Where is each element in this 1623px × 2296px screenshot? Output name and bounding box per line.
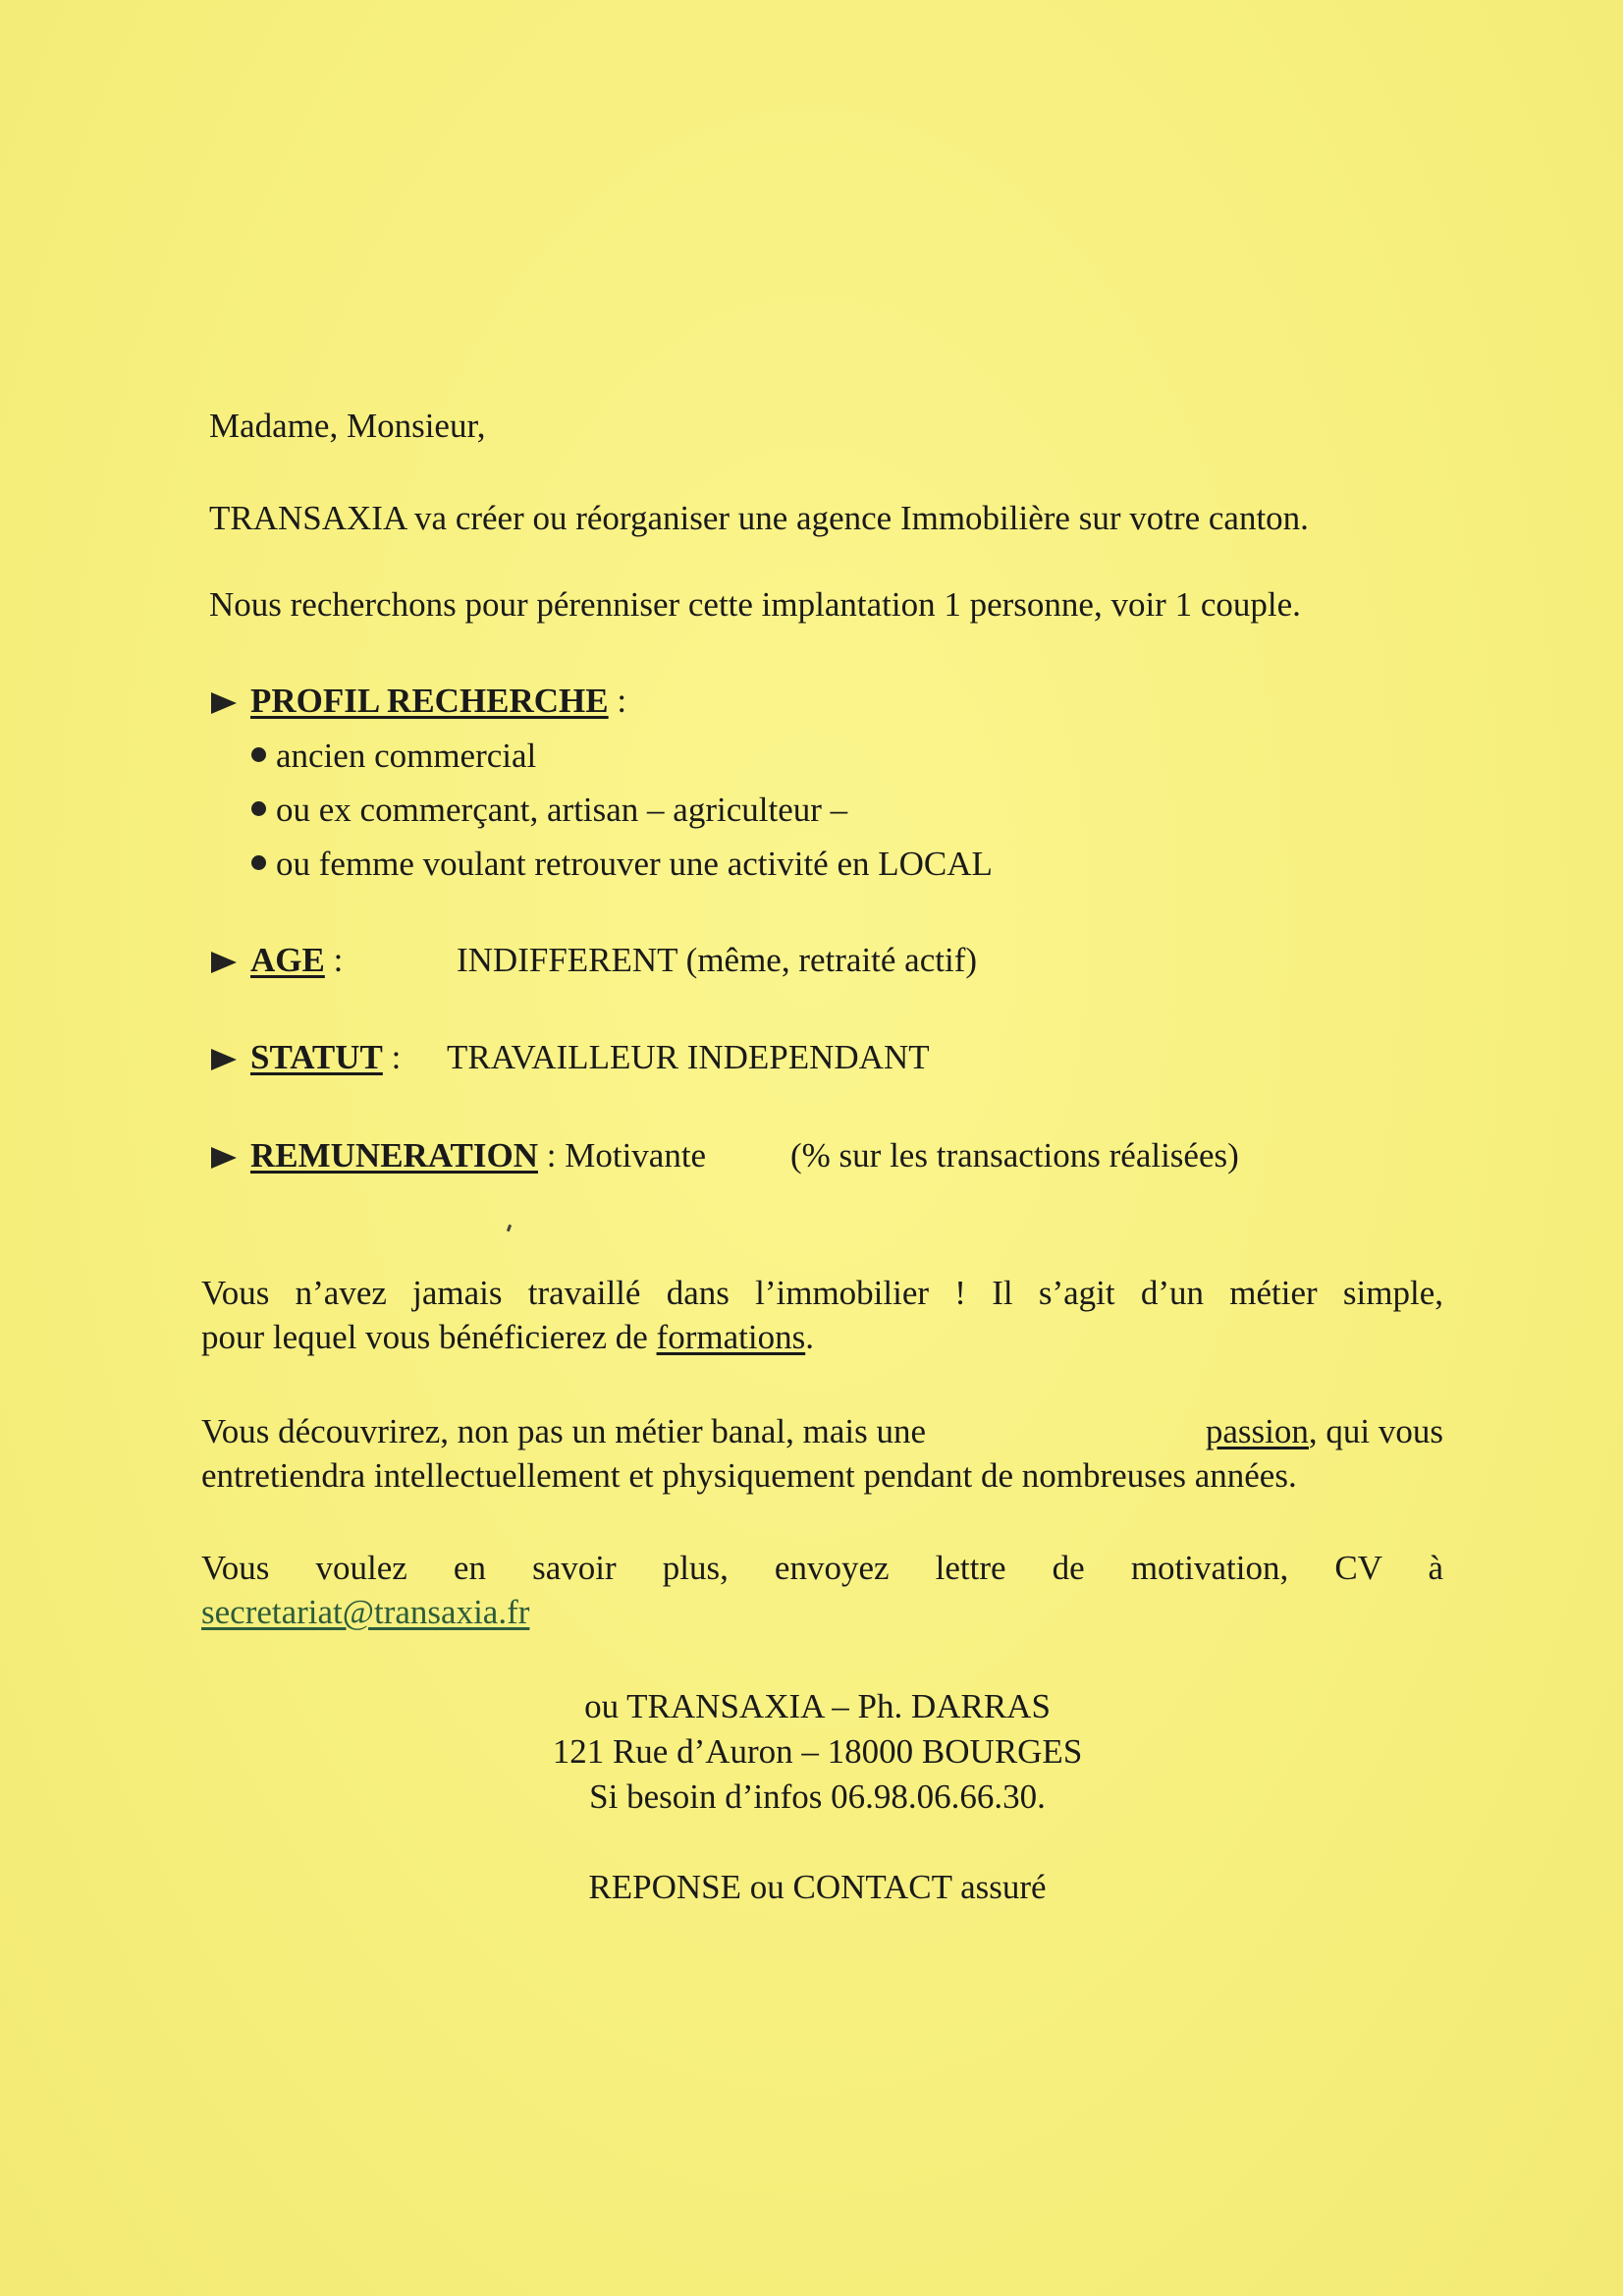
- email-link[interactable]: [201, 1591, 529, 1634]
- statut-sep: :: [382, 1038, 402, 1076]
- contact-name: ou TRANSAXIA – Ph. DARRAS: [584, 1687, 1051, 1725]
- profile-item-text: ancien commercial: [276, 737, 537, 775]
- profile-item: [251, 843, 993, 886]
- passion-link: passion: [1205, 1412, 1309, 1450]
- para1-text: pour lequel vous bénéficierez de: [201, 1318, 657, 1356]
- age-value: INDIFFERENT (même, retraité actif): [457, 941, 978, 979]
- profile-label: PROFIL RECHERCHE: [250, 682, 609, 720]
- statut-row: [211, 1036, 401, 1079]
- contact-address: 121 Rue d’Auron – 18000 BOURGES: [552, 1732, 1083, 1771]
- profile-item-text: ou ex commerçant, artisan – agriculteur –: [276, 791, 848, 829]
- profile-item: [251, 789, 847, 832]
- email-address[interactable]: secretariat@transaxia.fr: [201, 1593, 530, 1631]
- age-row: [211, 939, 343, 982]
- profile-sep: :: [608, 682, 627, 720]
- remuneration-sep: :: [537, 1136, 566, 1175]
- arrow-icon: [211, 952, 237, 973]
- age-sep: :: [324, 941, 344, 979]
- para2-text: Vous découvrirez, non pas un métier banal, mais une: [201, 1412, 927, 1450]
- age-label: AGE: [250, 941, 325, 979]
- bullet-icon: [251, 747, 266, 762]
- formations-link: formations: [656, 1318, 806, 1356]
- remuneration-row: [211, 1134, 706, 1177]
- greeting: Madame, Monsieur,: [209, 407, 486, 445]
- para1-line1: Vous n’avez jamais travaillé dans l’immobilier ! Il s’agit d’un métier simple,: [201, 1274, 1443, 1312]
- remuneration-note: (% sur les transactions réalisées): [790, 1136, 1239, 1175]
- intro-line: TRANSAXIA va créer ou réorganiser une agence Immobilière sur votre canton.: [209, 499, 1309, 537]
- closing-line: REPONSE ou CONTACT assuré: [588, 1868, 1047, 1906]
- profile-heading: [211, 680, 626, 723]
- statut-value: TRAVAILLEUR INDEPENDANT: [447, 1038, 930, 1076]
- para3-line1: Vous voulez en savoir plus, envoyez lettre de motivation, CV à: [201, 1549, 1443, 1587]
- contact-phone: Si besoin d’infos 06.98.06.66.30.: [589, 1777, 1046, 1816]
- para1-end: .: [805, 1318, 814, 1356]
- arrow-icon: [211, 692, 237, 714]
- para2-link-wrap: [1206, 1410, 1443, 1453]
- search-line: Nous recherchons pour pérenniser cette implantation 1 personne, voir 1 couple.: [209, 585, 1301, 624]
- para1-line2: [201, 1316, 814, 1359]
- remuneration-value: Motivante: [565, 1136, 707, 1175]
- remuneration-label: REMUNERATION: [250, 1136, 538, 1175]
- profile-item-text: ou femme voulant retrouver une activité en LOCAL: [276, 845, 993, 883]
- arrow-icon: [211, 1147, 237, 1169]
- para2-line2: entretiendra intellectuellement et physiquement pendant de nombreuses années.: [201, 1456, 1297, 1495]
- bullet-icon: [251, 855, 266, 870]
- scan-mark: [507, 1225, 512, 1232]
- arrow-icon: [211, 1049, 237, 1070]
- profile-item: [251, 735, 536, 778]
- bullet-icon: [251, 801, 266, 816]
- para2-line1: [201, 1410, 1443, 1453]
- para2-end: , qui vous: [1308, 1412, 1443, 1450]
- statut-label: STATUT: [250, 1038, 383, 1076]
